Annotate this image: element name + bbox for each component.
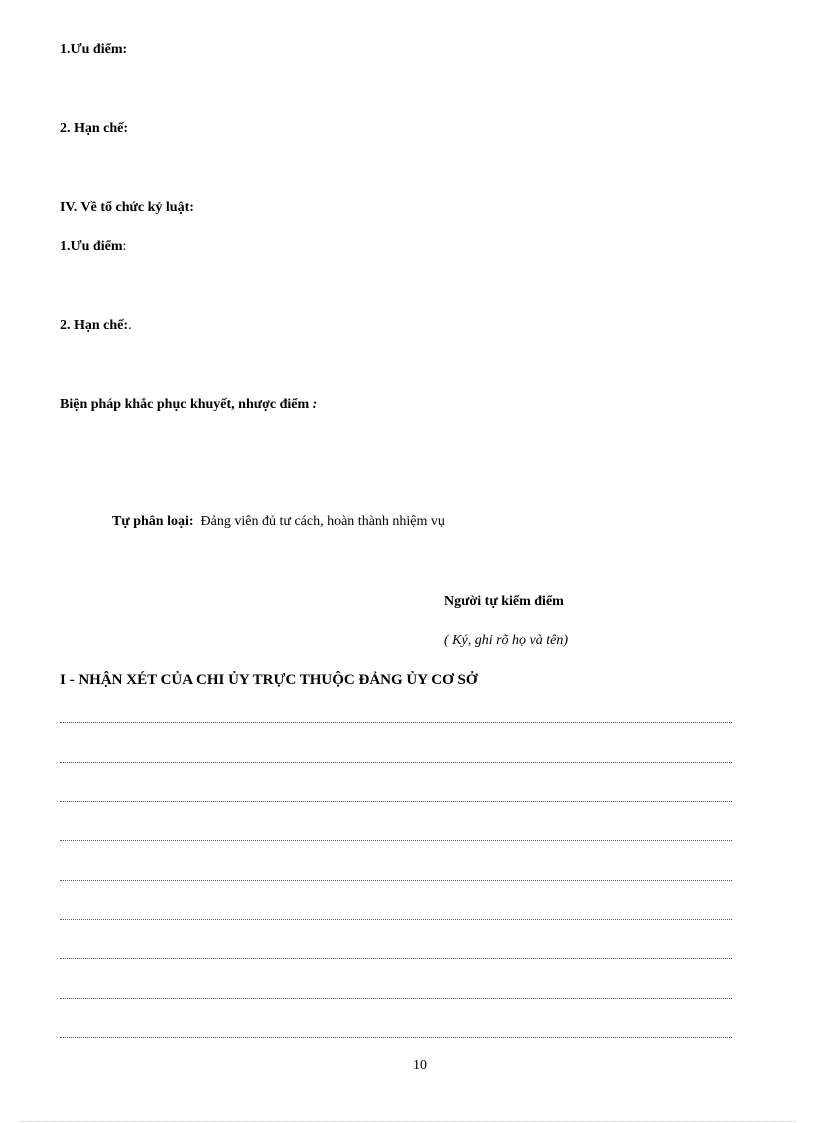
section4-advantages-label: 1.Ưu điểm <box>60 239 123 254</box>
remedy-line <box>60 396 317 414</box>
section3-limitations-label: 2. Hạn chế: <box>60 121 129 136</box>
page-bottom-divider <box>20 1121 796 1122</box>
comment-dotted-line[interactable] <box>60 880 732 881</box>
section4-advantages <box>60 238 126 256</box>
comment-dotted-line[interactable] <box>60 801 732 802</box>
section3-advantages-label: 1.Ưu điểm: <box>60 42 128 57</box>
section4-limitations-label: 2. Hạn chế: <box>60 318 129 333</box>
section4-advantages-colon: : <box>122 239 127 254</box>
signature-note: ( Ký, ghi rõ họ và tên) <box>444 633 569 648</box>
comment-dotted-line[interactable] <box>60 958 732 959</box>
signature-title: Người tự kiểm điểm <box>444 594 564 609</box>
comments-heading: I - NHẬN XÉT CỦA CHI ỦY TRỰC THUỘC ĐẢNG ỦY CƠ SỞ <box>60 672 478 688</box>
self-classification <box>112 513 445 531</box>
section4-limitations-suffix: . <box>128 318 132 333</box>
page-number: 10 <box>413 1058 427 1073</box>
comment-dotted-line[interactable] <box>60 722 732 723</box>
section4-heading: IV. Về tổ chức kỷ luật: <box>60 200 194 215</box>
comment-dotted-line[interactable] <box>60 840 732 841</box>
self-classification-label: Tự phân loại: <box>112 514 194 529</box>
section4-limitations <box>60 317 132 335</box>
remedy-label: Biện pháp khắc phục khuyết, nhược điểm <box>60 397 310 412</box>
self-classification-value: Đảng viên đủ tư cách, hoàn thành nhiệm vụ <box>200 514 445 529</box>
remedy-colon: : <box>309 397 318 412</box>
comment-dotted-line[interactable] <box>60 919 732 920</box>
comment-dotted-line[interactable] <box>60 1037 732 1038</box>
comment-dotted-line[interactable] <box>60 998 732 999</box>
comment-dotted-line[interactable] <box>60 762 732 763</box>
